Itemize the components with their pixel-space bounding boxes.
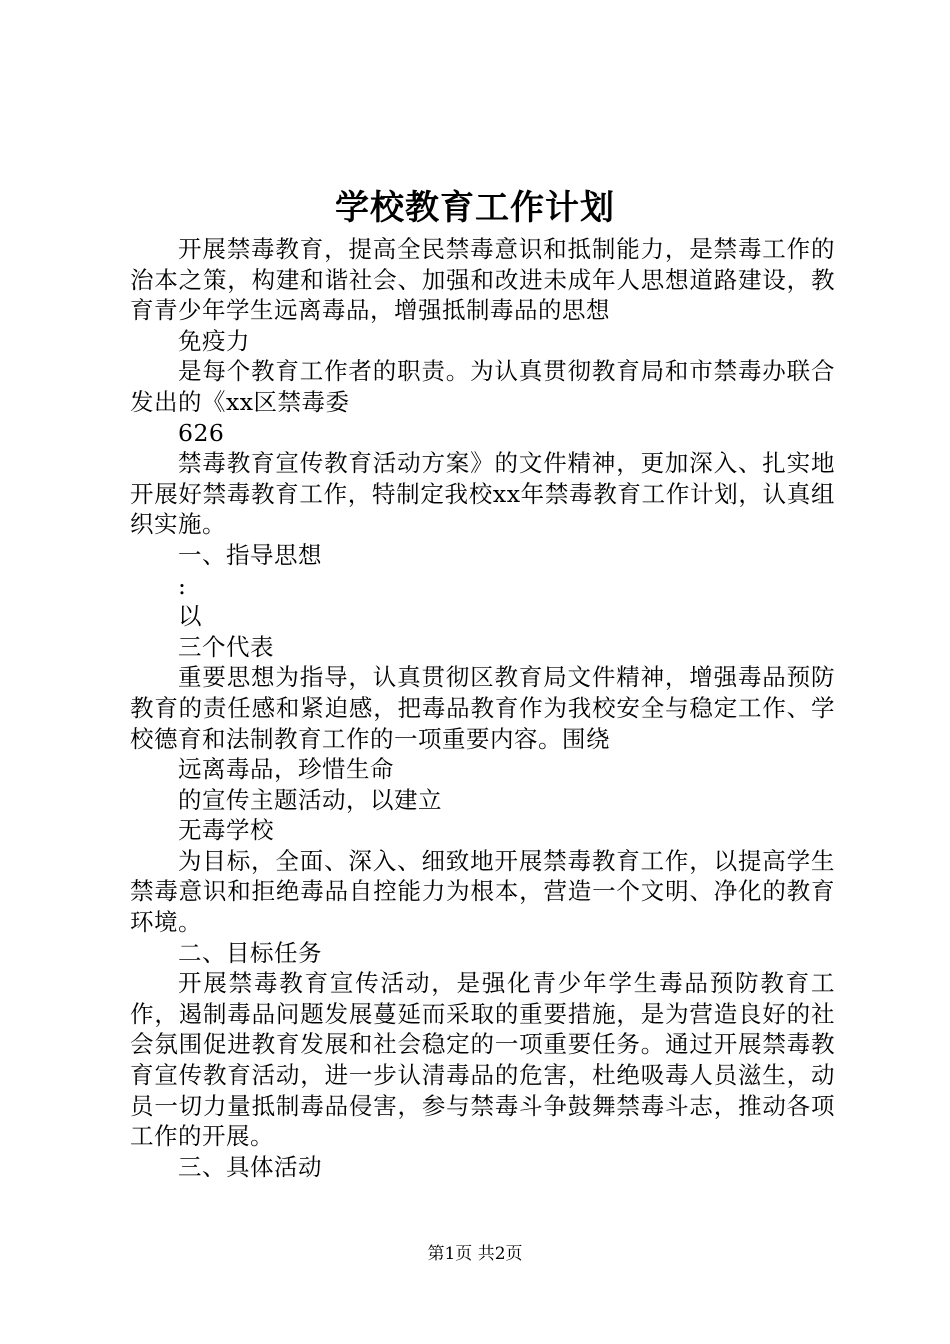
paragraph: 626 — [178, 418, 225, 447]
paragraph: 为目标，全面、深入、细致地开展禁毒教育工作，以提高学生禁毒意识和拒绝毒品自控能力为根本，营造一个文明、净化的教育环境。 — [130, 846, 835, 937]
document-title: 学校教育工作计划 — [335, 188, 615, 228]
section-heading: 三、具体活动 — [178, 1152, 322, 1181]
paragraph: 三个代表 — [178, 632, 274, 661]
section-heading: 一、指导思想 — [178, 540, 322, 569]
paragraph: 禁毒教育宣传教育活动方案》的文件精神，更加深入、扎实地开展好禁毒教育工作，特制定我校xx年禁毒教育工作计划，认真组织实施。 — [130, 449, 835, 539]
document-body — [130, 234, 835, 1182]
paragraph: 的宣传主题活动，以建立 — [178, 785, 442, 814]
paragraph: 是每个教育工作者的职责。为认真贯彻教育局和市禁毒办联合发出的《xx区禁毒委 — [130, 357, 835, 416]
paragraph: 开展禁毒教育，提高全民禁毒意识和抵制能力，是禁毒工作的治本之策，构建和谐社会、加强和改进未成年人思想道路建设，教育青少年学生远离毒品，增强抵制毒品的思想 — [130, 235, 835, 325]
paragraph: 重要思想为指导，认真贯彻区教育局文件精神，增强毒品预防教育的责任感和紧迫感，把毒品教育作为我校安全与稳定工作、学校德育和法制教育工作的一项重要内容。围绕 — [130, 663, 835, 753]
paragraph: 远离毒品，珍惜生命 — [178, 755, 394, 784]
paragraph: 无毒学校 — [178, 816, 274, 845]
paragraph: 以 — [178, 602, 202, 631]
section-heading: 二、目标任务 — [178, 938, 322, 967]
paragraph: 免疫力 — [178, 326, 250, 355]
page-footer: 第1页 共2页 — [427, 1244, 523, 1264]
paragraph: 开展禁毒教育宣传活动，是强化青少年学生毒品预防教育工作，遏制毒品问题发展蔓延而采取的重要措施，是为营造良好的社会氛围促进教育发展和社会稳定的一项重要任务。通过开展禁毒教育宣传教育活动，进一步认清毒品的危害，杜绝吸毒人员滋生，动员一切力量抵制毒品侵害，参与禁毒斗争鼓舞禁毒斗志，推动各项工作的开展。 — [130, 969, 835, 1151]
paragraph: : — [178, 571, 187, 600]
